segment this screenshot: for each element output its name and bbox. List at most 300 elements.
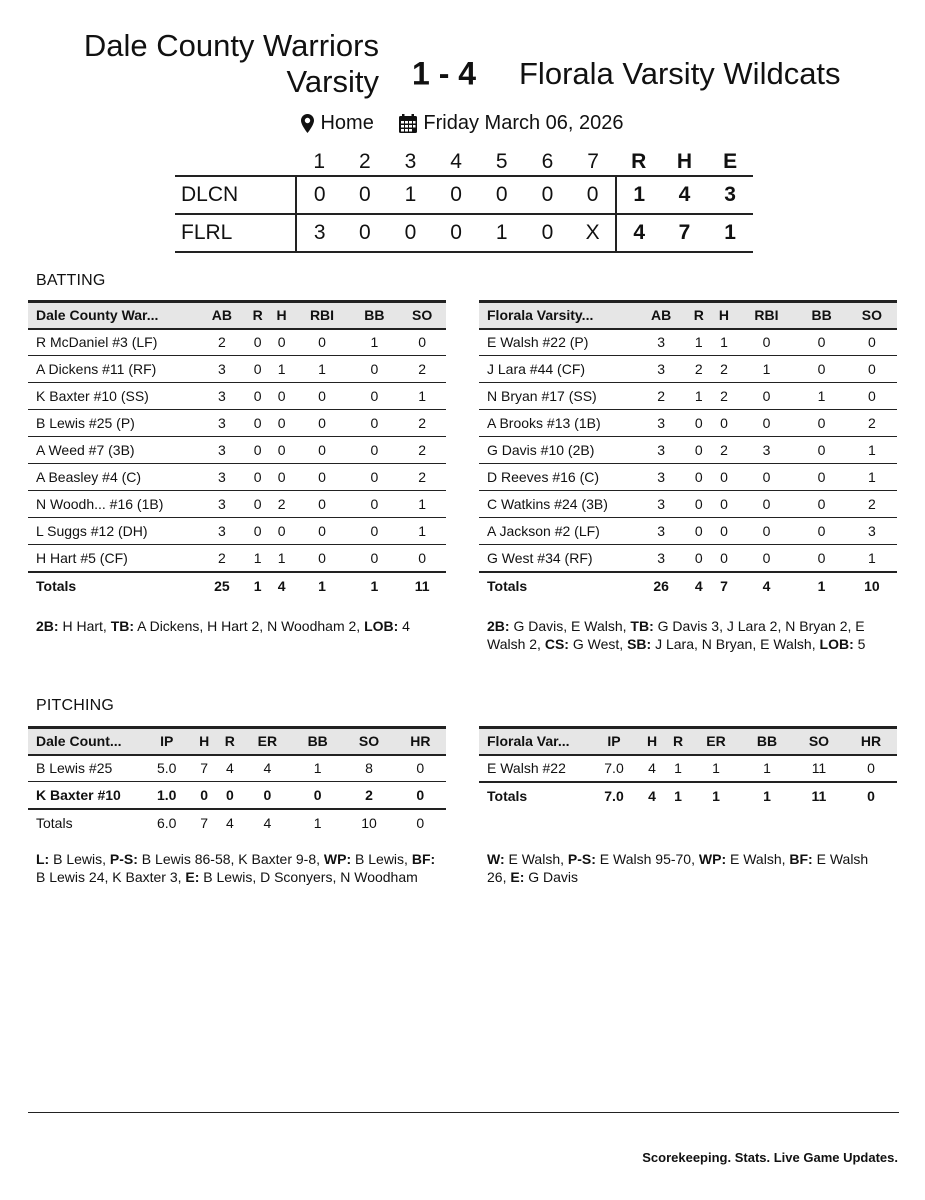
stat-cell: 2 (270, 491, 294, 518)
stat-cell: 1 (398, 383, 446, 410)
player-name: K Baxter #10 (SS) (28, 383, 198, 410)
stat-cell: 2 (686, 356, 711, 383)
total-cell: 11 (793, 782, 845, 809)
pitching-table-home (28, 726, 446, 836)
team-column-header: Dale Count... (28, 728, 142, 755)
stat-cell: 2 (398, 464, 446, 491)
pitching-rows-home (28, 755, 446, 809)
stat-cell: 0 (350, 437, 398, 464)
stat-cell: 0 (686, 437, 711, 464)
stat-cell: 3 (636, 518, 686, 545)
stat-cell: 3 (198, 491, 246, 518)
player-name: L Suggs #12 (DH) (28, 518, 198, 545)
stat-cell: 3 (636, 410, 686, 437)
stat-cell: 0 (350, 410, 398, 437)
player-name: J Lara #44 (CF) (479, 356, 636, 383)
stat-cell: 0 (243, 782, 292, 809)
stat-cell: 2 (636, 383, 686, 410)
total-cell: 1 (294, 572, 351, 599)
totals-label: Totals (479, 782, 589, 809)
note-label: 2B: (487, 618, 510, 634)
total-cell: 1 (691, 782, 741, 809)
stat-cell: 0 (294, 410, 351, 437)
player-row (28, 518, 446, 545)
stat-cell: 0 (191, 782, 217, 809)
inning-score: 0 (342, 214, 388, 252)
batting-table-away (479, 300, 897, 599)
total-cell: 1 (350, 572, 398, 599)
batting-notes-away (487, 617, 897, 653)
note-text: B Lewis, (351, 851, 412, 867)
stat-cell: 2 (847, 491, 897, 518)
player-name: N Woodh... #16 (1B) (28, 491, 198, 518)
stat-cell: 11 (793, 755, 845, 782)
player-row (28, 782, 446, 809)
total-cell: 4 (737, 572, 797, 599)
inning-score: 0 (388, 214, 434, 252)
stat-cell: 0 (270, 464, 294, 491)
stat-cell: 3 (636, 356, 686, 383)
stat-column-header: AB (636, 302, 686, 329)
stat-cell: 3 (198, 437, 246, 464)
errors-total: 3 (707, 176, 753, 214)
stat-cell: 0 (796, 491, 846, 518)
linescore-team: DLCN (175, 176, 296, 214)
player-row (28, 437, 446, 464)
batting-table-home (28, 300, 446, 599)
note-label: L: (36, 851, 50, 867)
stat-column-header: R (665, 728, 691, 755)
player-name: K Baxter #10 (28, 782, 142, 809)
note-label: P-S: (109, 851, 138, 867)
stat-cell: 2 (398, 410, 446, 437)
stat-column-header: RBI (294, 302, 351, 329)
stat-cell: 0 (711, 545, 736, 572)
stat-cell: 3 (198, 464, 246, 491)
stat-cell: 0 (246, 410, 270, 437)
linescore-table (175, 148, 753, 253)
inning-header: 3 (404, 149, 417, 173)
stat-cell: 0 (398, 329, 446, 356)
stat-cell: 0 (270, 383, 294, 410)
totals-label: Totals (36, 814, 73, 831)
stat-cell: 1 (246, 545, 270, 572)
inning-score: 0 (525, 214, 571, 252)
batting-section-title: BATTING (36, 272, 106, 289)
stat-cell: 4 (217, 755, 243, 782)
note-label: E: (185, 869, 200, 885)
total-cell: 1 (796, 572, 846, 599)
stat-cell: 1 (398, 518, 446, 545)
final-score: 1 - 4 (412, 55, 477, 92)
total-cell: 4 (225, 814, 234, 831)
note-text: G Davis 3, J Lara 2, N Bryan 2, E Walsh 2, (487, 618, 869, 652)
stat-column-header: H (711, 302, 736, 329)
inning-score: 0 (433, 214, 479, 252)
stat-cell: 0 (246, 437, 270, 464)
batting-header-row (479, 302, 897, 329)
total-cell: 1 (246, 572, 270, 599)
stat-cell: 2 (398, 437, 446, 464)
inning-score: 3 (296, 214, 342, 252)
stat-cell: 1 (686, 329, 711, 356)
stat-cell: 0 (796, 356, 846, 383)
stat-cell: 1 (847, 437, 897, 464)
stat-cell: 4 (639, 755, 665, 782)
stat-cell: 3 (847, 518, 897, 545)
inning-score: X (570, 214, 616, 252)
player-row (479, 383, 897, 410)
stat-cell: 3 (636, 437, 686, 464)
location (301, 112, 373, 135)
total-cell: 10 (361, 814, 377, 831)
stat-cell: 1.0 (142, 782, 191, 809)
stat-cell: 3 (636, 545, 686, 572)
stat-cell: 0 (246, 383, 270, 410)
total-cell: 7 (711, 572, 736, 599)
stat-cell: 0 (292, 782, 343, 809)
stat-cell: 1 (398, 491, 446, 518)
stat-cell: 5.0 (142, 755, 191, 782)
stat-cell: 2 (343, 782, 394, 809)
player-row (479, 437, 897, 464)
player-row (28, 491, 446, 518)
stat-column-header: ER (243, 728, 292, 755)
player-row (479, 755, 897, 782)
errors-total: 1 (707, 214, 753, 252)
stat-cell: 0 (246, 491, 270, 518)
note-text: E Walsh 26, (487, 851, 873, 885)
home-team-name-line1: Dale County Warriors (83, 28, 379, 63)
stat-cell: 1 (350, 329, 398, 356)
note-text: G West, (568, 636, 628, 652)
team-column-header: Dale County War... (28, 302, 198, 329)
stat-cell: 3 (198, 356, 246, 383)
stat-cell: 0 (796, 545, 846, 572)
stat-cell: 0 (294, 545, 351, 572)
note-label: P-S: (567, 851, 596, 867)
calendar-icon (399, 114, 417, 133)
stat-cell: 0 (737, 518, 797, 545)
note-text: A Dickens, H Hart 2, N Woodham 2, (134, 618, 365, 634)
player-name: B Lewis #25 (28, 755, 142, 782)
pitching-header-row (28, 728, 446, 755)
stat-cell: 0 (796, 329, 846, 356)
total-cell: 4 (639, 782, 665, 809)
note-text: B Lewis, (49, 851, 110, 867)
stat-cell: 0 (737, 491, 797, 518)
stat-cell: 0 (270, 437, 294, 464)
total-cell: 25 (198, 572, 246, 599)
player-name: A Weed #7 (3B) (28, 437, 198, 464)
stat-cell: 1 (270, 545, 294, 572)
stat-column-header: SO (847, 302, 897, 329)
total-cell: 0 (416, 814, 425, 831)
stat-cell: 0 (711, 491, 736, 518)
location-text: Home (320, 112, 374, 134)
game-date-text: Friday March 06, 2026 (423, 112, 624, 134)
inning-header: 2 (359, 149, 371, 173)
player-name: R McDaniel #3 (LF) (28, 329, 198, 356)
stat-column-header: AB (198, 302, 246, 329)
note-text: 4 (398, 618, 410, 634)
player-name: A Brooks #13 (1B) (479, 410, 636, 437)
team-column-header: Florala Var... (479, 728, 589, 755)
player-row (28, 356, 446, 383)
stat-cell: 0 (737, 410, 797, 437)
note-label: LOB: (819, 636, 854, 652)
stat-cell: 0 (350, 491, 398, 518)
stat-cell: 0 (350, 464, 398, 491)
stat-cell: 0 (350, 383, 398, 410)
stat-cell: 2 (198, 545, 246, 572)
note-text: G Davis (524, 869, 579, 885)
player-row (479, 329, 897, 356)
inning-score: 0 (342, 176, 388, 214)
stat-cell: 0 (737, 329, 797, 356)
stat-cell: 0 (796, 464, 846, 491)
linescore-row-home (175, 176, 753, 214)
stat-cell: 0 (796, 518, 846, 545)
note-label: W: (487, 851, 505, 867)
note-label: WP: (323, 851, 352, 867)
player-name: N Bryan #17 (SS) (479, 383, 636, 410)
stat-cell: 1 (847, 464, 897, 491)
note-label: 2B: (36, 618, 59, 634)
total-cell: 1 (741, 782, 793, 809)
total-cell: 1 (313, 814, 322, 831)
inning-header: 1 (313, 149, 326, 173)
player-row (479, 491, 897, 518)
game-header (0, 28, 925, 108)
stat-cell: 0 (350, 518, 398, 545)
player-name: G West #34 (RF) (479, 545, 636, 572)
stat-cell: 1 (665, 755, 691, 782)
stat-cell: 0 (246, 329, 270, 356)
stat-cell: 1 (741, 755, 793, 782)
stat-cell: 0 (845, 755, 897, 782)
stat-cell: 0 (711, 410, 736, 437)
stat-cell: 0 (217, 782, 243, 809)
stat-cell: 0 (796, 410, 846, 437)
stat-cell: 0 (246, 518, 270, 545)
home-team-name-line2: Varsity (286, 64, 379, 99)
note-label: BF: (789, 851, 813, 867)
stat-cell: 0 (737, 383, 797, 410)
batting-totals-row (28, 572, 446, 599)
stat-cell: 3 (198, 518, 246, 545)
note-label: SB: (627, 636, 652, 652)
stat-column-header: SO (398, 302, 446, 329)
footer-divider (28, 1112, 899, 1113)
player-row (479, 464, 897, 491)
stat-cell: 1 (711, 329, 736, 356)
player-row (28, 755, 446, 782)
stat-cell: 0 (737, 545, 797, 572)
player-name: A Beasley #4 (C) (28, 464, 198, 491)
total-cell: 0 (845, 782, 897, 809)
stat-cell: 2 (711, 437, 736, 464)
stat-column-header: SO (793, 728, 845, 755)
stat-cell: 0 (294, 383, 351, 410)
stat-cell: 0 (711, 464, 736, 491)
player-name: H Hart #5 (CF) (28, 545, 198, 572)
player-name: E Walsh #22 (479, 755, 589, 782)
stat-cell: 0 (395, 755, 446, 782)
stat-column-header: R (686, 302, 711, 329)
stat-column-header: HR (845, 728, 897, 755)
stat-column-header: BB (741, 728, 793, 755)
stat-cell: 0 (711, 518, 736, 545)
stat-cell: 2 (198, 329, 246, 356)
note-text: H Hart, (58, 618, 111, 634)
runs-total: 4 (616, 214, 662, 252)
player-row (479, 545, 897, 572)
inning-score: 0 (570, 176, 616, 214)
stat-cell: 3 (198, 383, 246, 410)
linescore-team: FLRL (175, 214, 296, 252)
total-cell: 4 (686, 572, 711, 599)
note-text: 5 (853, 636, 866, 652)
total-cell: 4 (270, 572, 294, 599)
total-cell: 26 (636, 572, 686, 599)
player-row (479, 410, 897, 437)
stat-column-header: H (639, 728, 665, 755)
stat-cell: 0 (686, 410, 711, 437)
note-label: E: (510, 869, 525, 885)
pitching-notes-home (36, 850, 440, 886)
stat-column-header: IP (589, 728, 639, 755)
pitching-table-away (479, 726, 897, 809)
inning-score: 0 (479, 176, 525, 214)
stat-cell: 2 (847, 410, 897, 437)
stat-column-header: HR (395, 728, 446, 755)
note-text: E Walsh, (504, 851, 568, 867)
away-team-name: Florala Varsity Wildcats (519, 56, 841, 91)
player-name: A Dickens #11 (RF) (28, 356, 198, 383)
player-row (479, 356, 897, 383)
total-cell: 10 (847, 572, 897, 599)
map-pin-icon (301, 114, 314, 133)
stat-cell: 1 (737, 356, 797, 383)
linescore-header-row (175, 148, 753, 176)
stat-cell: 7.0 (589, 755, 639, 782)
stat-cell: 1 (796, 383, 846, 410)
note-text: G Davis, E Walsh, (509, 618, 631, 634)
note-text: B Lewis, D Sconyers, N Woodham (199, 869, 418, 885)
hits-total: 7 (662, 214, 708, 252)
inning-score: 0 (433, 176, 479, 214)
stat-cell: 1 (691, 755, 741, 782)
stat-cell: 3 (737, 437, 797, 464)
note-text: E Walsh, (726, 851, 790, 867)
pitching-totals-row (28, 809, 446, 836)
batting-rows-away (479, 329, 897, 572)
inning-header: 7 (587, 149, 599, 173)
player-name: B Lewis #25 (P) (28, 410, 198, 437)
note-label: CS: (544, 636, 569, 652)
batting-rows-home (28, 329, 446, 572)
stat-cell: 2 (711, 383, 736, 410)
note-text: E Walsh 95-70, (595, 851, 699, 867)
pitching-totals-row (479, 782, 897, 809)
stat-column-header: BB (350, 302, 398, 329)
player-row (28, 410, 446, 437)
total-cell: 1 (665, 782, 691, 809)
stat-column-header: H (191, 728, 217, 755)
inning-score: 1 (479, 214, 525, 252)
stat-cell: 3 (636, 491, 686, 518)
stat-column-header: RBI (737, 302, 797, 329)
player-name: E Walsh #22 (P) (479, 329, 636, 356)
stat-cell: 1 (294, 356, 351, 383)
stat-cell: 0 (294, 437, 351, 464)
total-cell: 6.0 (156, 814, 177, 831)
batting-totals-row (479, 572, 897, 599)
team-column-header: Florala Varsity... (479, 302, 636, 329)
stat-column-header: H (270, 302, 294, 329)
stat-column-header: ER (691, 728, 741, 755)
total-cell: 7 (200, 814, 209, 831)
batting-notes-home (36, 617, 436, 635)
stat-cell: 1 (686, 383, 711, 410)
footer-tagline: Scorekeeping. Stats. Live Game Updates. (642, 1150, 898, 1165)
stat-column-header: R (246, 302, 270, 329)
pitching-section-title: PITCHING (36, 697, 115, 714)
player-row (28, 545, 446, 572)
stat-cell: 1 (270, 356, 294, 383)
note-text: B Lewis 24, K Baxter 3, (36, 851, 440, 885)
game-date (399, 112, 623, 135)
player-name: D Reeves #16 (C) (479, 464, 636, 491)
inning-header: 6 (541, 149, 554, 173)
stat-cell: 0 (246, 464, 270, 491)
stat-cell: 0 (737, 464, 797, 491)
hits-total: 4 (662, 176, 708, 214)
stat-cell: 1 (292, 755, 343, 782)
player-row (28, 383, 446, 410)
note-label: TB: (110, 618, 135, 634)
stat-cell: 3 (636, 329, 686, 356)
note-text: B Lewis 86-58, K Baxter 9-8, (137, 851, 324, 867)
stat-column-header: IP (142, 728, 191, 755)
total-cell: 4 (263, 814, 272, 831)
stat-cell: 0 (398, 545, 446, 572)
stat-cell: 0 (796, 437, 846, 464)
linescore-team-header (175, 148, 296, 176)
note-label: BF: (411, 851, 436, 867)
stat-cell: 2 (711, 356, 736, 383)
inning-header: 4 (450, 149, 462, 173)
player-name: C Watkins #24 (3B) (479, 491, 636, 518)
stat-cell: 3 (636, 464, 686, 491)
stat-cell: 0 (270, 410, 294, 437)
note-label: TB: (630, 618, 654, 634)
stat-column-header: R (217, 728, 243, 755)
inning-score: 1 (388, 176, 434, 214)
total-cell: 7.0 (589, 782, 639, 809)
stat-cell: 0 (270, 329, 294, 356)
player-name: G Davis #10 (2B) (479, 437, 636, 464)
pitching-rows-away (479, 755, 897, 782)
totals-label: Totals (479, 572, 636, 599)
runs-total: 1 (616, 176, 662, 214)
pitching-notes-away (487, 850, 887, 886)
inning-header: 5 (495, 149, 508, 173)
linescore-row-away (175, 214, 753, 252)
note-label: WP: (698, 851, 727, 867)
stat-cell: 0 (847, 356, 897, 383)
